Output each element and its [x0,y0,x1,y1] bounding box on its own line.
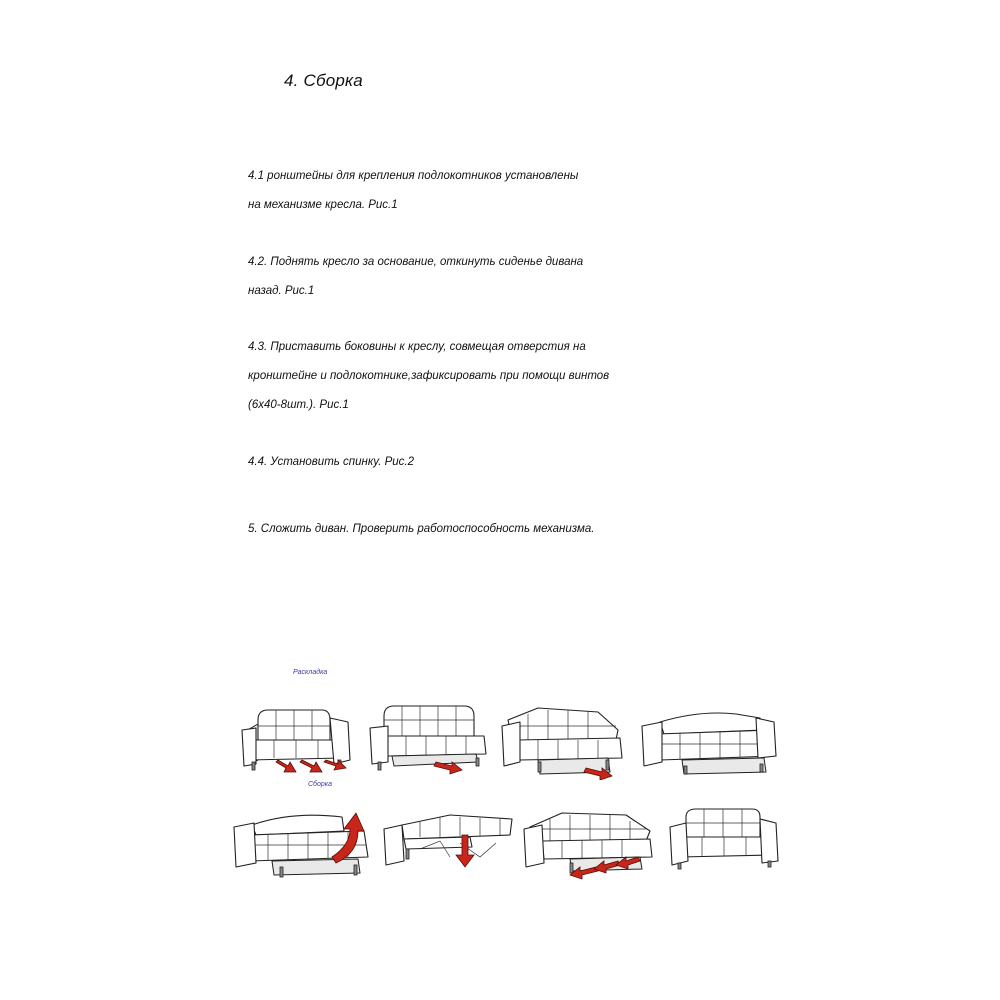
text-line-4-3-a: 4.3. Приставить боковины к креслу, совмещая отверстия на [248,341,586,353]
sofa-illustration-fold-1 [232,805,372,885]
sofa-illustration-unfold-4 [640,700,780,780]
text-line-4-1-a: 4.1 роншт​ейны для крепления подлокотников установлены [248,170,579,182]
sofa-illustration-unfold-3 [498,700,628,780]
caption-unfold: Раскладка [293,669,328,676]
sofa-illustration-fold-3 [522,805,662,885]
text-line-5: 5. Сложить диван. Проверить работоспособность механизма. [248,523,595,535]
sofa-illustration-unfold-2 [366,700,492,780]
caption-fold: Сборка [308,781,332,788]
text-line-4-2-b: назад. Рис.1 [248,285,315,297]
sofa-illustration-fold-4 [668,805,780,877]
text-line-4-4: 4.4. Установить спинку. Рис.2 [248,456,415,468]
sofa-illustration-fold-2 [380,805,514,885]
text-line-4-2-a: 4.2. Поднять кресло за основание, откинуть сиденье дивана [248,256,584,268]
sofa-illustration-unfold-1 [238,700,358,780]
text-line-4-3-b: кронштейне и подлокотнике,зафиксировать при помощи винтов [248,370,610,382]
section-title: 4. Сборка [284,71,363,90]
text-line-4-1-b: на механизме кресла. Рис.1 [248,199,398,211]
text-line-4-3-c: (6х40-8шт.). Рис.1 [248,399,349,411]
